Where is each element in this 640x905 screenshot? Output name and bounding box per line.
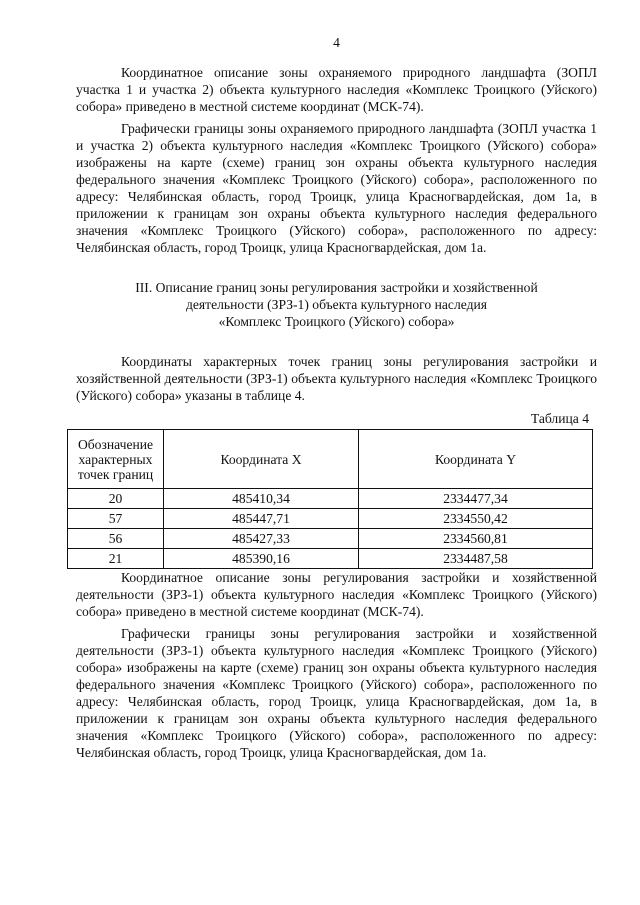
cell-y: 2334560,81 [359, 529, 593, 549]
section-heading-line: «Комплекс Троицкого (Уйского) собора» [218, 314, 455, 329]
paragraph-zopl-coordinates: Координатное описание зоны охраняемого природного ландшафта (ЗОПЛ участка 1 и участка 2) объекта культурного наследия «Комплекс Троицкого (Уйского) собора» приведено в местной системе координат (МСК-74). [76, 65, 597, 114]
table-row [68, 509, 593, 529]
cell-point: 57 [68, 509, 164, 529]
table-row [68, 489, 593, 509]
table-caption: Таблица 4 [530, 411, 589, 426]
cell-y: 2334550,42 [359, 509, 593, 529]
table-header-row [68, 430, 593, 489]
section-heading-line: III. Описание границ зоны регулирования застройки и хозяйственной [135, 280, 538, 295]
cell-x: 485390,16 [164, 549, 359, 569]
cell-y: 2334477,34 [359, 489, 593, 509]
header-point-line: точек границ [77, 466, 154, 482]
header-x: Координата X [164, 430, 359, 489]
cell-y: 2334487,58 [359, 549, 593, 569]
header-y: Координата Y [359, 430, 593, 489]
cell-x: 485427,33 [164, 529, 359, 549]
cell-point: 21 [68, 549, 164, 569]
table-row [68, 529, 593, 549]
header-point-line: характерных [78, 451, 153, 467]
paragraph-table-intro: Координаты характерных точек границ зоны регулирования застройки и хозяйственной деятельности (ЗРЗ-1) объекта культурного наследия «Комплекс Троицкого (Уйского) собора» указаны в таблице 4. [76, 354, 597, 403]
paragraph-zopl-graphics: Графически границы зоны охраняемого природного ландшафта (ЗОПЛ участка 1 и участка 2) объекта культурного наследия «Комплекс Троицкого (Уйского) собора» изображены на карте (схеме) границ зон охраны объекта культурного наследия федерального значения «Комплекс Троицкого (Уйского) собора», расположенного по адресу: Челябинская область, город Троицк, улица Красногвардейская, дом 1а, в приложении к границам зон охраны объекта культурного наследия федерального значения «Комплекс Троицкого (Уйского) собора», расположенного по адресу: Челябинская область, город Троицк, улица Красногвардейская, дом 1а. [76, 121, 597, 255]
paragraph-zrz-graphics: Графически границы зоны регулирования застройки и хозяйственной деятельности (ЗРЗ-1) объекта культурного наследия «Комплекс Троицкого (Уйского) собора» изображены на карте (схеме) границ зон охраны объекта культурного наследия федерального значения «Комплекс Троицкого (Уйского) собора», расположенного по адресу: Челябинская область, город Троицк, улица Красногвардейская, дом 1а, в приложении к границам зон охраны объекта культурного наследия федерального значения «Комплекс Троицкого (Уйского) собора», расположенного по адресу: Челябинская область, город Троицк, улица Красногвардейская, дом 1а. [76, 626, 597, 760]
table-row [68, 549, 593, 569]
document-page [76, 34, 597, 761]
paragraph-zrz-coordinates: Координатное описание зоны регулирования застройки и хозяйственной деятельности (ЗРЗ-1) объекта культурного наследия «Комплекс Троицкого (Уйского) собора» приведено в местной системе координат (МСК-74). [76, 570, 597, 619]
coordinates-table [67, 429, 593, 569]
header-point-line: Обозначение [77, 436, 154, 452]
section-heading-line: деятельности (ЗРЗ-1) объекта культурного наследия [185, 297, 488, 312]
cell-point: 20 [68, 489, 164, 509]
cell-point: 56 [68, 529, 164, 549]
header-point [68, 430, 164, 489]
page-number: 4 [333, 35, 340, 50]
cell-x: 485410,34 [164, 489, 359, 509]
section-heading [76, 279, 597, 330]
cell-x: 485447,71 [164, 509, 359, 529]
